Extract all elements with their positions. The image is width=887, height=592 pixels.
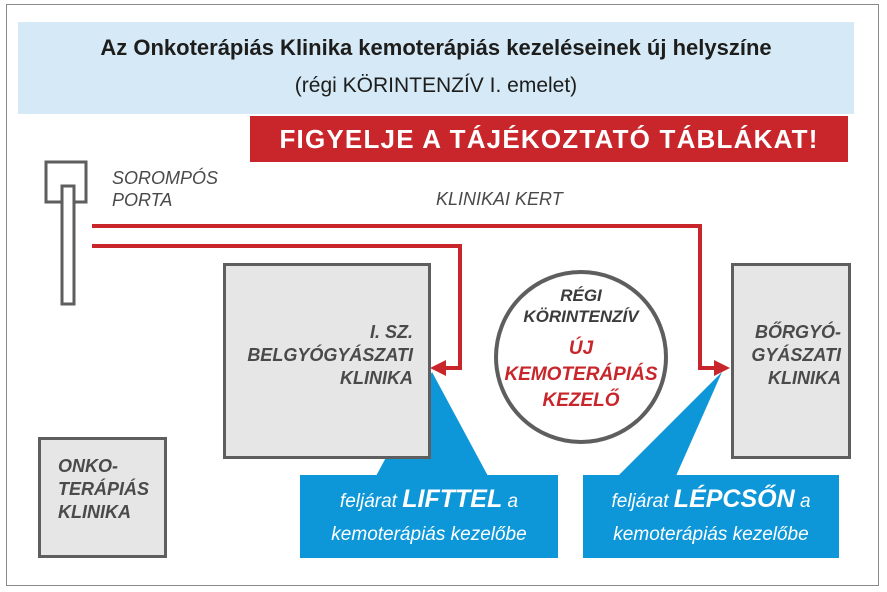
lift-callout-line1 bbox=[300, 483, 558, 518]
gate-label-line2: PORTA bbox=[112, 190, 173, 210]
warning-banner: FIGYELJE A TÁJÉKOZTATÓ TÁBLÁKAT! bbox=[250, 116, 848, 162]
old-label-line1: RÉGI bbox=[560, 286, 602, 305]
callout-suffix: a bbox=[799, 491, 811, 512]
new-label-line3: KEZELŐ bbox=[542, 390, 620, 411]
new-label-line1: ÚJ bbox=[568, 338, 594, 359]
korintenziv-old-label bbox=[494, 285, 668, 327]
gate-barrier bbox=[62, 186, 74, 304]
callout-emphasis: LÉPCSŐN bbox=[673, 485, 795, 513]
callout-suffix: a bbox=[507, 491, 519, 512]
stairs-arrow-head bbox=[714, 360, 730, 376]
building-label-line: BELGYÓGYÁSZATI bbox=[247, 345, 413, 365]
building-borgyogyaszati-label bbox=[731, 321, 841, 390]
building-label-line: KLINIKA bbox=[58, 502, 131, 522]
building-belgyogyaszati-label bbox=[223, 321, 413, 390]
new-chemo-label bbox=[494, 336, 668, 414]
building-onkoterapias-label bbox=[38, 455, 168, 524]
callout-emphasis: LIFTTEL bbox=[402, 485, 503, 513]
new-label-line2: KEMOTERÁPIÁS bbox=[504, 364, 658, 385]
callout-prefix: feljárat bbox=[611, 491, 669, 512]
gate-label bbox=[112, 167, 218, 211]
building-label-line: KLINIKA bbox=[768, 368, 841, 388]
callout-prefix: feljárat bbox=[339, 491, 397, 512]
building-label-line: GYÁSZATI bbox=[751, 345, 841, 365]
building-label-line: BŐRGYÓ- bbox=[754, 322, 841, 342]
lift-callout bbox=[300, 475, 558, 558]
page-subtitle: (régi KÖRINTENZÍV I. emelet) bbox=[294, 74, 578, 97]
building-label-line: KLINIKA bbox=[340, 368, 413, 388]
page-title: Az Onkoterápiás Klinika kemoterápiás kezeléseinek új helyszíne bbox=[100, 35, 772, 60]
lift-callout-line2: kemoterápiás kezelőbe bbox=[331, 524, 527, 545]
stairs-callout bbox=[583, 475, 839, 558]
stairs-callout-line2: kemoterápiás kezelőbe bbox=[613, 524, 809, 545]
garden-label: KLINIKAI KERT bbox=[436, 189, 563, 209]
stairs-callout-line1 bbox=[583, 483, 839, 518]
building-label-line: ONKO- bbox=[58, 456, 118, 476]
building-label-line: TERÁPIÁS bbox=[58, 479, 150, 499]
gate-label-line1: SOROMPÓS bbox=[112, 168, 219, 188]
building-label-line: I. SZ. bbox=[369, 322, 413, 342]
old-label-line2: KÖRINTENZÍV bbox=[523, 307, 639, 326]
